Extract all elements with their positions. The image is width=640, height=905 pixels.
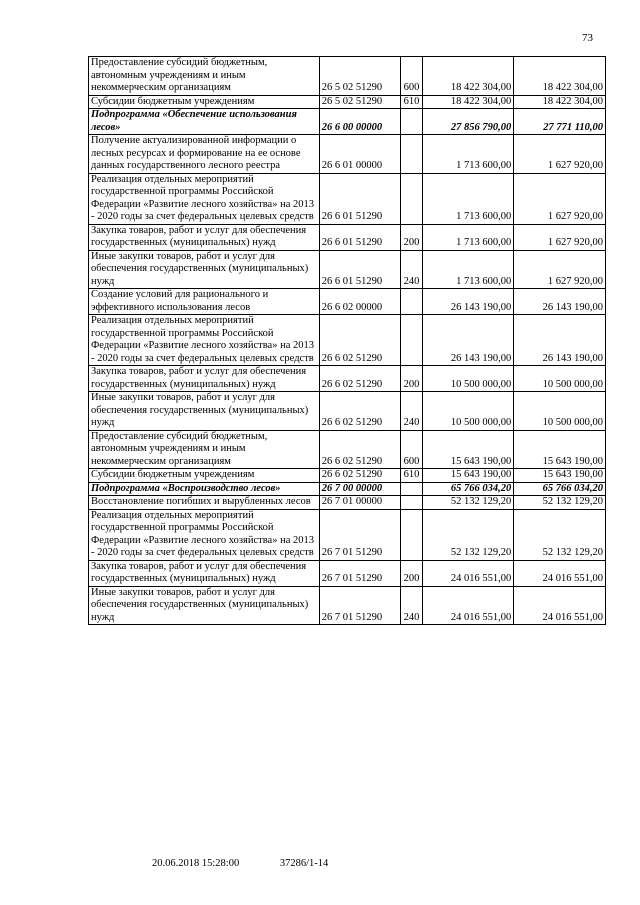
table-row (89, 57, 606, 96)
budget-table (88, 56, 606, 625)
row-name-cell: Предоставление субсидий бюджетным, автономным учреждениям и иным некоммерческим организациям (89, 430, 320, 469)
footer-timestamp: 20.06.2018 15:28:00 (152, 858, 240, 869)
row-code-cell: 26 6 01 00000 (319, 135, 401, 174)
table-row (89, 289, 606, 315)
row-name-cell: Иные закупки товаров, работ и услуг для обеспечения государственных (муниципальных) нужд (89, 250, 320, 289)
row-amount-2-cell: 26 143 190,00 (514, 289, 606, 315)
row-amount-1-cell: 27 856 790,00 (422, 109, 514, 135)
row-amount-1-cell: 18 422 304,00 (422, 57, 514, 96)
row-name-cell: Субсидии бюджетным учреждениям (89, 469, 320, 483)
row-expense-type-cell: 200 (401, 560, 422, 586)
row-expense-type-cell: 240 (401, 586, 422, 625)
row-name-cell: Закупка товаров, работ и услуг для обеспечения государственных (муниципальных) нужд (89, 224, 320, 250)
row-amount-1-cell: 15 643 190,00 (422, 469, 514, 483)
table-row (89, 224, 606, 250)
row-amount-2-cell: 15 643 190,00 (514, 430, 606, 469)
row-code-cell: 26 6 02 51290 (319, 430, 401, 469)
row-amount-2-cell: 1 627 920,00 (514, 173, 606, 224)
row-amount-1-cell: 10 500 000,00 (422, 366, 514, 392)
row-expense-type-cell: 610 (401, 469, 422, 483)
row-amount-2-cell: 27 771 110,00 (514, 109, 606, 135)
table-row (89, 496, 606, 510)
row-expense-type-cell: 610 (401, 95, 422, 109)
table-row (89, 95, 606, 109)
row-amount-1-cell: 10 500 000,00 (422, 392, 514, 431)
footer-doc-id: 37286/1-14 (279, 858, 329, 869)
row-amount-2-cell: 26 143 190,00 (514, 315, 606, 366)
table-row (89, 392, 606, 431)
row-amount-2-cell: 10 500 000,00 (514, 392, 606, 431)
row-expense-type-cell: 240 (401, 392, 422, 431)
row-name-cell: Реализация отдельных мероприятий государственной программы Российской Федерации «Развитие лесного хозяйства» на 2013 - 2020 годы за счет федеральных целевых средств (89, 315, 320, 366)
row-expense-type-cell: 200 (401, 366, 422, 392)
row-code-cell: 26 5 02 51290 (319, 57, 401, 96)
table-row (89, 135, 606, 174)
row-amount-2-cell: 1 627 920,00 (514, 250, 606, 289)
row-name-cell: Реализация отдельных мероприятий государственной программы Российской Федерации «Развитие лесного хозяйства» на 2013 - 2020 годы за счет федеральных целевых средств (89, 173, 320, 224)
row-expense-type-cell (401, 315, 422, 366)
row-code-cell: 26 6 02 51290 (319, 315, 401, 366)
row-name-cell: Создание условий для рационального и эффективного использования лесов (89, 289, 320, 315)
table-row (89, 173, 606, 224)
row-amount-2-cell: 18 422 304,00 (514, 57, 606, 96)
row-code-cell: 26 5 02 51290 (319, 95, 401, 109)
row-expense-type-cell: 240 (401, 250, 422, 289)
row-name-cell: Реализация отдельных мероприятий государственной программы Российской Федерации «Развитие лесного хозяйства» на 2013 - 2020 годы за счет федеральных целевых средств (89, 509, 320, 560)
row-amount-1-cell: 26 143 190,00 (422, 289, 514, 315)
row-amount-1-cell: 1 713 600,00 (422, 250, 514, 289)
table-row (89, 560, 606, 586)
row-name-cell: Субсидии бюджетным учреждениям (89, 95, 320, 109)
row-code-cell: 26 6 01 51290 (319, 250, 401, 289)
table-row (89, 109, 606, 135)
page-number: 73 (582, 32, 593, 44)
page-footer (152, 858, 366, 869)
row-code-cell: 26 6 02 51290 (319, 392, 401, 431)
row-name-cell: Закупка товаров, работ и услуг для обеспечения государственных (муниципальных) нужд (89, 560, 320, 586)
row-expense-type-cell (401, 289, 422, 315)
row-amount-2-cell: 24 016 551,00 (514, 586, 606, 625)
row-amount-1-cell: 18 422 304,00 (422, 95, 514, 109)
row-amount-2-cell: 24 016 551,00 (514, 560, 606, 586)
row-code-cell: 26 6 02 00000 (319, 289, 401, 315)
row-amount-2-cell: 1 627 920,00 (514, 224, 606, 250)
row-amount-2-cell: 52 132 129,20 (514, 496, 606, 510)
row-amount-1-cell: 52 132 129,20 (422, 509, 514, 560)
row-amount-2-cell: 15 643 190,00 (514, 469, 606, 483)
row-code-cell: 26 7 01 51290 (319, 509, 401, 560)
row-name-cell: Подпрограмма «Обеспечение использования лесов» (89, 109, 320, 135)
table-row (89, 469, 606, 483)
row-code-cell: 26 6 02 51290 (319, 366, 401, 392)
row-expense-type-cell: 600 (401, 57, 422, 96)
table-row (89, 315, 606, 366)
table-row (89, 250, 606, 289)
table-row (89, 430, 606, 469)
row-code-cell: 26 6 01 51290 (319, 224, 401, 250)
row-amount-1-cell: 24 016 551,00 (422, 560, 514, 586)
row-amount-1-cell: 1 713 600,00 (422, 135, 514, 174)
row-code-cell: 26 7 01 51290 (319, 560, 401, 586)
row-name-cell: Закупка товаров, работ и услуг для обеспечения государственных (муниципальных) нужд (89, 366, 320, 392)
row-expense-type-cell (401, 135, 422, 174)
row-code-cell: 26 6 01 51290 (319, 173, 401, 224)
row-expense-type-cell (401, 496, 422, 510)
row-amount-1-cell: 15 643 190,00 (422, 430, 514, 469)
row-expense-type-cell (401, 482, 422, 496)
row-code-cell: 26 7 01 00000 (319, 496, 401, 510)
row-amount-2-cell: 65 766 034,20 (514, 482, 606, 496)
row-name-cell: Подпрограмма «Воспроизводство лесов» (89, 482, 320, 496)
row-amount-1-cell: 65 766 034,20 (422, 482, 514, 496)
row-code-cell: 26 6 00 00000 (319, 109, 401, 135)
row-amount-1-cell: 26 143 190,00 (422, 315, 514, 366)
row-expense-type-cell: 600 (401, 430, 422, 469)
row-name-cell: Восстановление погибших и вырубленных лесов (89, 496, 320, 510)
row-name-cell: Получение актуализированной информации о лесных ресурсах и формирование на ее основе данных государственного лесного реестра (89, 135, 320, 174)
table-row (89, 366, 606, 392)
table-row (89, 482, 606, 496)
row-amount-2-cell: 10 500 000,00 (514, 366, 606, 392)
row-amount-1-cell: 52 132 129,20 (422, 496, 514, 510)
row-name-cell: Иные закупки товаров, работ и услуг для обеспечения государственных (муниципальных) нужд (89, 392, 320, 431)
row-code-cell: 26 7 01 51290 (319, 586, 401, 625)
budget-table-body (89, 57, 606, 625)
row-name-cell: Предоставление субсидий бюджетным, автономным учреждениям и иным некоммерческим организациям (89, 57, 320, 96)
row-amount-1-cell: 1 713 600,00 (422, 224, 514, 250)
row-amount-1-cell: 24 016 551,00 (422, 586, 514, 625)
row-expense-type-cell (401, 509, 422, 560)
row-code-cell: 26 7 00 00000 (319, 482, 401, 496)
table-row (89, 586, 606, 625)
row-code-cell: 26 6 02 51290 (319, 469, 401, 483)
row-expense-type-cell (401, 173, 422, 224)
row-amount-2-cell: 18 422 304,00 (514, 95, 606, 109)
row-amount-2-cell: 1 627 920,00 (514, 135, 606, 174)
row-name-cell: Иные закупки товаров, работ и услуг для обеспечения государственных (муниципальных) нужд (89, 586, 320, 625)
row-amount-1-cell: 1 713 600,00 (422, 173, 514, 224)
row-expense-type-cell: 200 (401, 224, 422, 250)
table-row (89, 509, 606, 560)
row-expense-type-cell (401, 109, 422, 135)
row-amount-2-cell: 52 132 129,20 (514, 509, 606, 560)
